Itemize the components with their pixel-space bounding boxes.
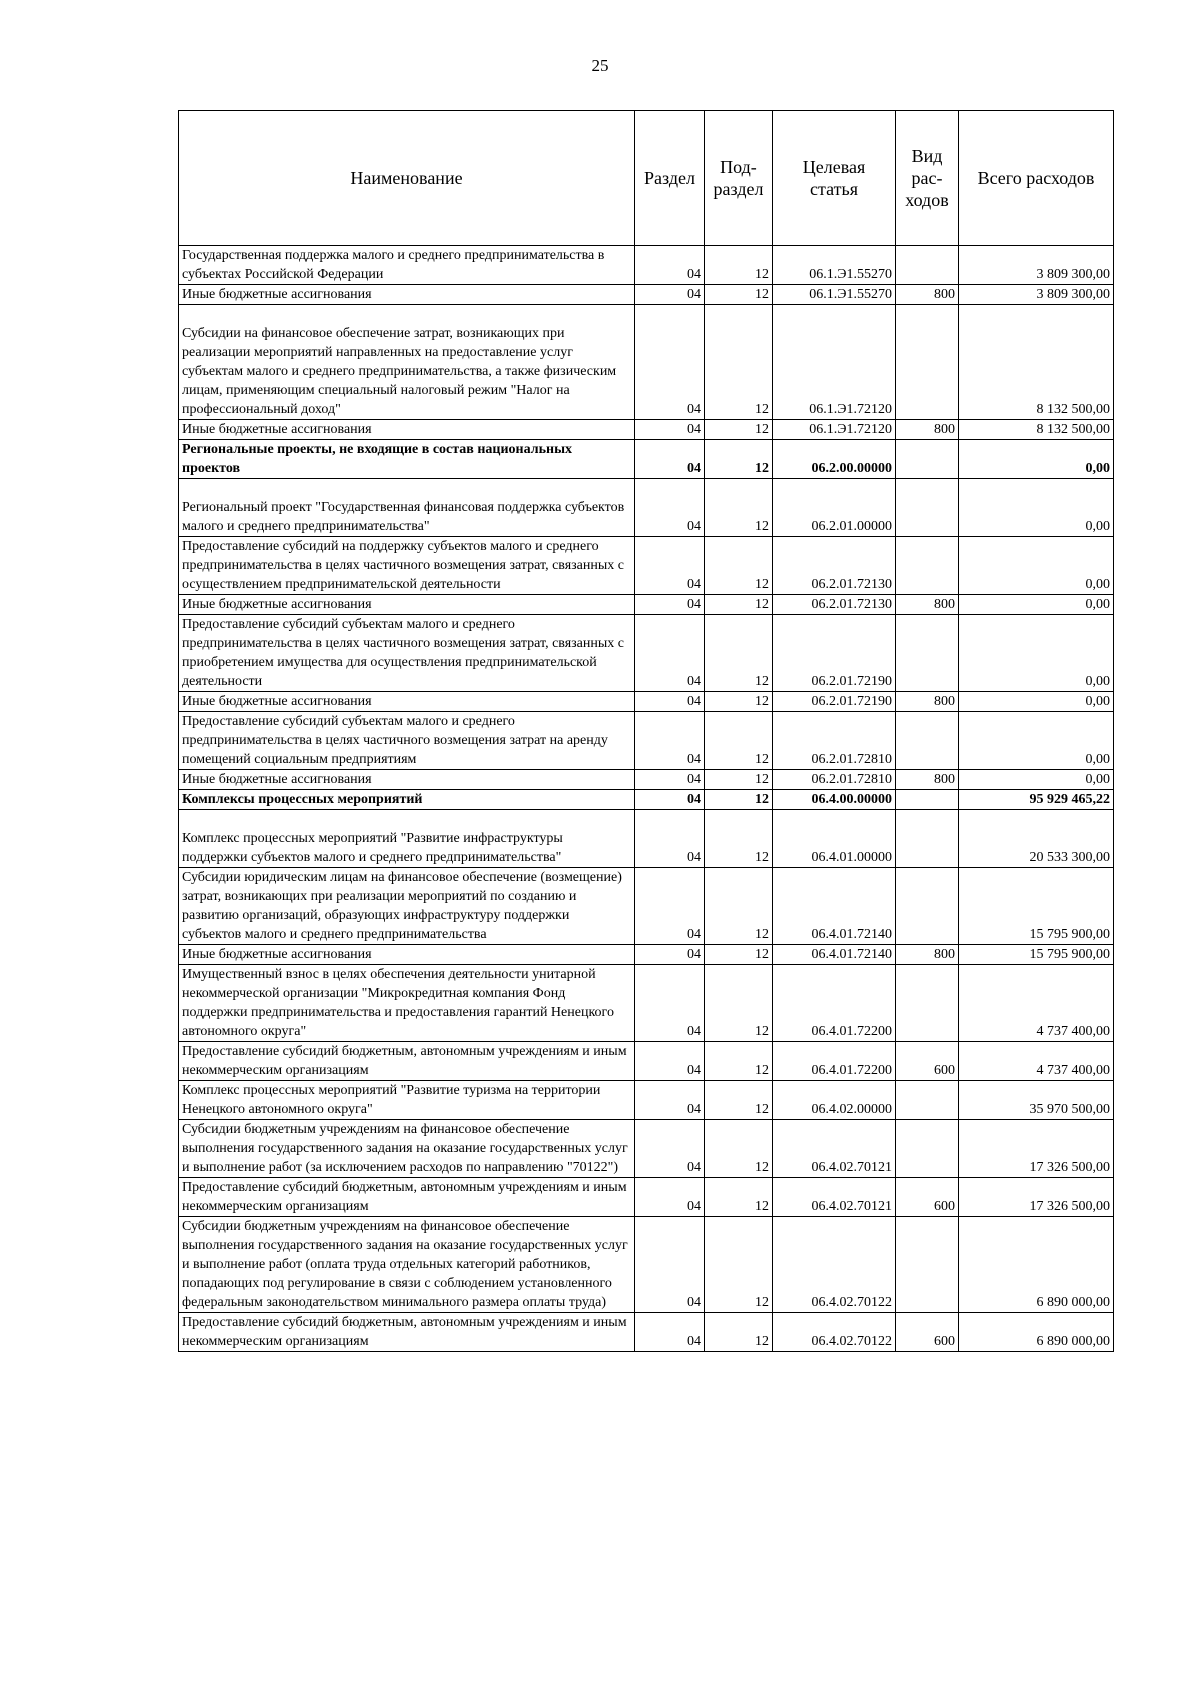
cell-name: Субсидии бюджетным учреждениям на финансовое обеспечение выполнения государственного задания на оказание государственных услуг и выполнение работ (за исключением расходов по направлению "70122") <box>179 1120 635 1178</box>
cell-razdel: 04 <box>635 479 705 537</box>
cell-total: 8 132 500,00 <box>959 420 1114 440</box>
cell-podrazdel: 12 <box>705 965 773 1042</box>
cell-razdel: 04 <box>635 810 705 868</box>
cell-total: 0,00 <box>959 712 1114 770</box>
cell-vid <box>896 615 959 692</box>
table-row <box>179 305 1114 420</box>
table-row <box>179 868 1114 945</box>
cell-podrazdel: 12 <box>705 790 773 810</box>
cell-total: 15 795 900,00 <box>959 945 1114 965</box>
cell-target: 06.2.01.72810 <box>773 712 896 770</box>
cell-vid: 600 <box>896 1178 959 1217</box>
cell-total: 0,00 <box>959 440 1114 479</box>
cell-podrazdel: 12 <box>705 945 773 965</box>
cell-target: 06.2.01.72190 <box>773 692 896 712</box>
cell-total: 0,00 <box>959 692 1114 712</box>
cell-name: Субсидии бюджетным учреждениям на финансовое обеспечение выполнения государственного задания на оказание государственных услуг и выполнение работ (оплата труда отдельных категорий работников, попадающих под регулирование в связи с соблюдением установленного федеральным законодательством минимального размера оплаты труда) <box>179 1217 635 1313</box>
cell-total: 20 533 300,00 <box>959 810 1114 868</box>
cell-name: Предоставление субсидий бюджетным, автономным учреждениям и иным некоммерческим организациям <box>179 1042 635 1081</box>
cell-target: 06.2.01.72130 <box>773 537 896 595</box>
cell-total: 3 809 300,00 <box>959 246 1114 285</box>
table-row <box>179 1042 1114 1081</box>
cell-podrazdel: 12 <box>705 1120 773 1178</box>
table-row <box>179 692 1114 712</box>
cell-podrazdel: 12 <box>705 810 773 868</box>
cell-target: 06.4.00.00000 <box>773 790 896 810</box>
cell-razdel: 04 <box>635 868 705 945</box>
cell-podrazdel: 12 <box>705 1178 773 1217</box>
cell-vid: 800 <box>896 770 959 790</box>
cell-total: 35 970 500,00 <box>959 1081 1114 1120</box>
cell-podrazdel: 12 <box>705 692 773 712</box>
cell-podrazdel: 12 <box>705 712 773 770</box>
cell-target: 06.4.02.70122 <box>773 1313 896 1352</box>
table-row <box>179 1120 1114 1178</box>
cell-podrazdel: 12 <box>705 1081 773 1120</box>
cell-razdel: 04 <box>635 712 705 770</box>
cell-name: Региональные проекты, не входящие в состав национальных проектов <box>179 440 635 479</box>
column-header-name: Наименование <box>179 111 635 246</box>
table-body <box>179 246 1114 1352</box>
cell-total: 8 132 500,00 <box>959 305 1114 420</box>
cell-target: 06.2.01.72130 <box>773 595 896 615</box>
cell-vid <box>896 790 959 810</box>
cell-razdel: 04 <box>635 1217 705 1313</box>
cell-vid <box>896 965 959 1042</box>
table-row <box>179 1217 1114 1313</box>
cell-razdel: 04 <box>635 285 705 305</box>
cell-target: 06.2.01.72810 <box>773 770 896 790</box>
cell-name: Субсидии юридическим лицам на финансовое обеспечение (возмещение) затрат, возникающих при реализации мероприятий по созданию и развитию организаций, образующих инфраструктуру поддержки субъектов малого и среднего предпринимательства <box>179 868 635 945</box>
cell-podrazdel: 12 <box>705 420 773 440</box>
cell-vid: 800 <box>896 692 959 712</box>
cell-total: 4 737 400,00 <box>959 1042 1114 1081</box>
cell-name: Предоставление субсидий бюджетным, автономным учреждениям и иным некоммерческим организациям <box>179 1313 635 1352</box>
table-row <box>179 1178 1114 1217</box>
cell-total: 0,00 <box>959 615 1114 692</box>
cell-total: 4 737 400,00 <box>959 965 1114 1042</box>
cell-razdel: 04 <box>635 537 705 595</box>
cell-podrazdel: 12 <box>705 1042 773 1081</box>
cell-podrazdel: 12 <box>705 595 773 615</box>
cell-total: 6 890 000,00 <box>959 1313 1114 1352</box>
cell-total: 95 929 465,22 <box>959 790 1114 810</box>
table-row <box>179 965 1114 1042</box>
cell-vid: 800 <box>896 595 959 615</box>
cell-total: 3 809 300,00 <box>959 285 1114 305</box>
cell-total: 0,00 <box>959 537 1114 595</box>
table-row <box>179 285 1114 305</box>
cell-name: Иные бюджетные ассигнования <box>179 420 635 440</box>
table-row <box>179 945 1114 965</box>
cell-razdel: 04 <box>635 1313 705 1352</box>
cell-name: Комплекс процессных мероприятий "Развитие туризма на территории Ненецкого автономного округа" <box>179 1081 635 1120</box>
table-row <box>179 615 1114 692</box>
table-row <box>179 537 1114 595</box>
table-row <box>179 420 1114 440</box>
cell-name: Государственная поддержка малого и среднего предпринимательства в субъектах Российской Федерации <box>179 246 635 285</box>
cell-vid: 600 <box>896 1042 959 1081</box>
cell-name: Комплексы процессных мероприятий <box>179 790 635 810</box>
cell-name: Иные бюджетные ассигнования <box>179 595 635 615</box>
cell-total: 0,00 <box>959 479 1114 537</box>
cell-podrazdel: 12 <box>705 440 773 479</box>
budget-table <box>178 110 1114 1352</box>
cell-vid <box>896 246 959 285</box>
cell-podrazdel: 12 <box>705 868 773 945</box>
cell-target: 06.4.01.72200 <box>773 1042 896 1081</box>
cell-target: 06.4.01.72200 <box>773 965 896 1042</box>
table-row <box>179 440 1114 479</box>
cell-podrazdel: 12 <box>705 479 773 537</box>
cell-total: 0,00 <box>959 595 1114 615</box>
column-header-podrazdel: Под- раздел <box>705 111 773 246</box>
cell-razdel: 04 <box>635 305 705 420</box>
cell-total: 15 795 900,00 <box>959 868 1114 945</box>
cell-name: Предоставление субсидий субъектам малого и среднего предпринимательства в целях частичного возмещения затрат, связанных с приобретением имущества для осуществления предпринимательской деятельности <box>179 615 635 692</box>
column-header-target: Целевая статья <box>773 111 896 246</box>
cell-razdel: 04 <box>635 945 705 965</box>
cell-vid: 800 <box>896 945 959 965</box>
cell-podrazdel: 12 <box>705 615 773 692</box>
cell-name: Предоставление субсидий бюджетным, автономным учреждениям и иным некоммерческим организациям <box>179 1178 635 1217</box>
cell-target: 06.1.Э1.55270 <box>773 246 896 285</box>
cell-name: Субсидии на финансовое обеспечение затрат, возникающих при реализации мероприятий направленных на предоставление услуг субъектам малого и среднего предпринимательства, а также физическим лицам, применяющим специальный налоговый режим "Налог на профессиональный доход" <box>179 305 635 420</box>
table-row <box>179 790 1114 810</box>
cell-target: 06.2.01.00000 <box>773 479 896 537</box>
cell-target: 06.4.01.72140 <box>773 945 896 965</box>
cell-podrazdel: 12 <box>705 246 773 285</box>
cell-podrazdel: 12 <box>705 1313 773 1352</box>
column-header-total: Всего расходов <box>959 111 1114 246</box>
cell-target: 06.4.02.70121 <box>773 1120 896 1178</box>
cell-total: 0,00 <box>959 770 1114 790</box>
cell-name: Имущественный взнос в целях обеспечения деятельности унитарной некоммерческой организации "Микрокредитная компания Фонд поддержки предпринимательства и предоставления гарантий Ненецкого автономного округа" <box>179 965 635 1042</box>
cell-razdel: 04 <box>635 692 705 712</box>
cell-name: Предоставление субсидий на поддержку субъектов малого и среднего предпринимательства в целях частичного возмещения затрат, связанных с осуществлением предпринимательской деятельности <box>179 537 635 595</box>
cell-vid: 600 <box>896 1313 959 1352</box>
cell-vid <box>896 479 959 537</box>
cell-razdel: 04 <box>635 246 705 285</box>
cell-name: Региональный проект "Государственная финансовая поддержка субъектов малого и среднего предпринимательства" <box>179 479 635 537</box>
page-number: 25 <box>591 56 609 75</box>
table-row <box>179 479 1114 537</box>
cell-vid <box>896 440 959 479</box>
cell-razdel: 04 <box>635 1042 705 1081</box>
cell-podrazdel: 12 <box>705 1217 773 1313</box>
cell-razdel: 04 <box>635 1081 705 1120</box>
cell-target: 06.4.01.72140 <box>773 868 896 945</box>
cell-razdel: 04 <box>635 1178 705 1217</box>
cell-name: Иные бюджетные ассигнования <box>179 945 635 965</box>
cell-razdel: 04 <box>635 595 705 615</box>
table-row <box>179 712 1114 770</box>
cell-target: 06.2.00.00000 <box>773 440 896 479</box>
table-header <box>179 111 1114 246</box>
table-row <box>179 1081 1114 1120</box>
cell-razdel: 04 <box>635 770 705 790</box>
cell-razdel: 04 <box>635 790 705 810</box>
cell-podrazdel: 12 <box>705 305 773 420</box>
table-row <box>179 1313 1114 1352</box>
cell-razdel: 04 <box>635 615 705 692</box>
cell-total: 6 890 000,00 <box>959 1217 1114 1313</box>
cell-target: 06.1.Э1.72120 <box>773 420 896 440</box>
cell-vid <box>896 537 959 595</box>
cell-vid <box>896 1120 959 1178</box>
cell-podrazdel: 12 <box>705 285 773 305</box>
table-row <box>179 246 1114 285</box>
cell-vid <box>896 1081 959 1120</box>
cell-target: 06.1.Э1.72120 <box>773 305 896 420</box>
column-header-vid: Вид рас- ходов <box>896 111 959 246</box>
table-row <box>179 770 1114 790</box>
cell-name: Иные бюджетные ассигнования <box>179 770 635 790</box>
cell-target: 06.2.01.72190 <box>773 615 896 692</box>
cell-name: Предоставление субсидий субъектам малого и среднего предпринимательства в целях частичного возмещения затрат на аренду помещений социальным предприятиям <box>179 712 635 770</box>
cell-target: 06.4.02.00000 <box>773 1081 896 1120</box>
cell-target: 06.4.02.70122 <box>773 1217 896 1313</box>
cell-target: 06.4.01.00000 <box>773 810 896 868</box>
cell-target: 06.1.Э1.55270 <box>773 285 896 305</box>
cell-razdel: 04 <box>635 965 705 1042</box>
cell-razdel: 04 <box>635 1120 705 1178</box>
cell-razdel: 04 <box>635 440 705 479</box>
cell-total: 17 326 500,00 <box>959 1178 1114 1217</box>
cell-vid: 800 <box>896 285 959 305</box>
cell-podrazdel: 12 <box>705 537 773 595</box>
table-row <box>179 810 1114 868</box>
column-header-razdel: Раздел <box>635 111 705 246</box>
cell-name: Иные бюджетные ассигнования <box>179 285 635 305</box>
cell-total: 17 326 500,00 <box>959 1120 1114 1178</box>
cell-target: 06.4.02.70121 <box>773 1178 896 1217</box>
cell-vid <box>896 305 959 420</box>
cell-vid <box>896 1217 959 1313</box>
cell-razdel: 04 <box>635 420 705 440</box>
cell-vid <box>896 712 959 770</box>
cell-podrazdel: 12 <box>705 770 773 790</box>
cell-name: Иные бюджетные ассигнования <box>179 692 635 712</box>
table-row <box>179 595 1114 615</box>
cell-vid: 800 <box>896 420 959 440</box>
cell-vid <box>896 868 959 945</box>
cell-name: Комплекс процессных мероприятий "Развитие инфраструктуры поддержки субъектов малого и среднего предпринимательства" <box>179 810 635 868</box>
cell-vid <box>896 810 959 868</box>
